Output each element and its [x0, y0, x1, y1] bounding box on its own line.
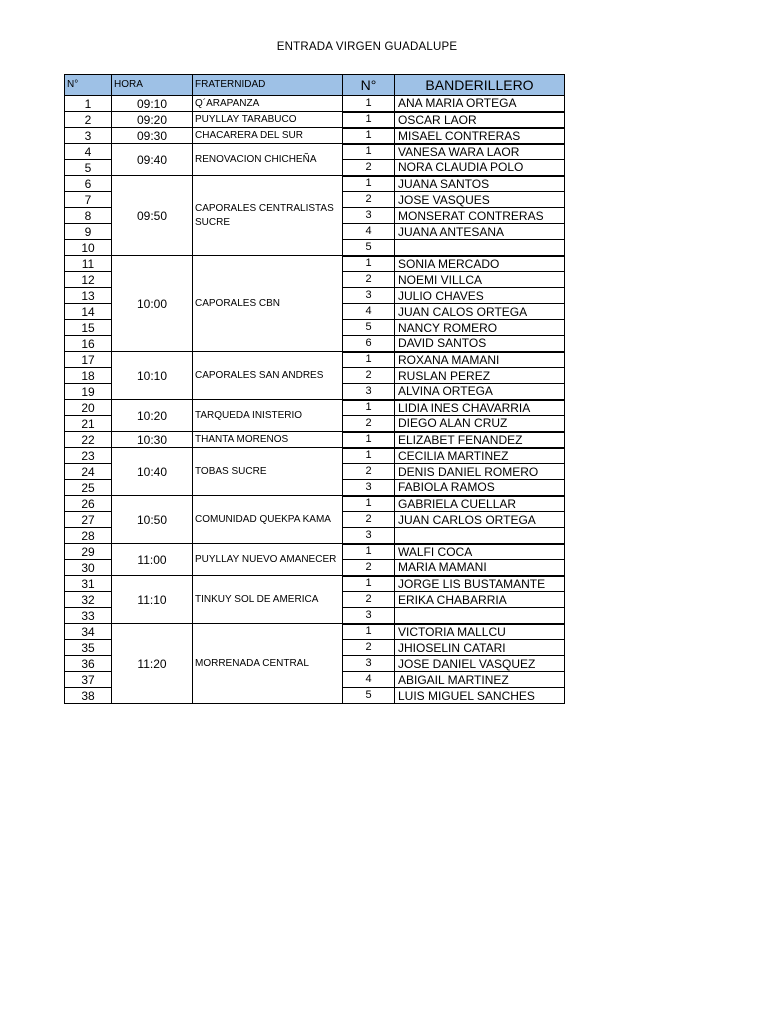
row-number: 28	[65, 528, 112, 544]
row-number: 33	[65, 608, 112, 624]
table-body	[65, 96, 565, 704]
banderillero-name: MISAEL CONTRERAS	[395, 128, 565, 144]
banderillero-name: JUAN CARLOS ORTEGA	[395, 512, 565, 528]
banderillero-name: VICTORIA MALLCU	[395, 624, 565, 640]
banderillero-name: RUSLAN PEREZ	[395, 368, 565, 384]
row-number: 14	[65, 304, 112, 320]
banderillero-number: 1	[343, 400, 395, 416]
banderillero-number: 3	[343, 288, 395, 304]
banderillero-name: ERIKA CHABARRIA	[395, 592, 565, 608]
row-number: 30	[65, 560, 112, 576]
row-number: 12	[65, 272, 112, 288]
row-number: 38	[65, 688, 112, 704]
banderillero-number: 2	[343, 560, 395, 576]
banderillero-name: JORGE LIS BUSTAMANTE	[395, 576, 565, 592]
table-row	[65, 176, 565, 192]
banderillero-number: 1	[343, 144, 395, 160]
table-row	[65, 624, 565, 640]
row-number: 19	[65, 384, 112, 400]
banderillero-number: 2	[343, 416, 395, 432]
fraternidad-cell: PUYLLAY NUEVO AMANECER	[193, 544, 343, 576]
banderillero-name: DIEGO ALAN CRUZ	[395, 416, 565, 432]
row-number: 15	[65, 320, 112, 336]
row-number: 32	[65, 592, 112, 608]
row-number: 24	[65, 464, 112, 480]
table-row	[65, 144, 565, 160]
fraternidad-cell: THANTA MORENOS	[193, 432, 343, 448]
banderillero-number: 2	[343, 368, 395, 384]
banderillero-name: JUAN CALOS ORTEGA	[395, 304, 565, 320]
banderillero-number: 1	[343, 496, 395, 512]
schedule-table	[64, 74, 565, 704]
hora-cell: 11:20	[112, 624, 193, 704]
row-number: 9	[65, 224, 112, 240]
fraternidad-cell: TINKUY SOL DE AMERICA	[193, 576, 343, 624]
row-number: 26	[65, 496, 112, 512]
row-number: 29	[65, 544, 112, 560]
row-number: 36	[65, 656, 112, 672]
row-number: 1	[65, 96, 112, 112]
table-row	[65, 96, 565, 112]
banderillero-number: 2	[343, 592, 395, 608]
banderillero-number: 1	[343, 176, 395, 192]
row-number: 4	[65, 144, 112, 160]
table-row	[65, 432, 565, 448]
banderillero-name: VANESA WARA LAOR	[395, 144, 565, 160]
hora-cell: 09:50	[112, 176, 193, 256]
hora-cell: 10:30	[112, 432, 193, 448]
table-row	[65, 448, 565, 464]
banderillero-number: 1	[343, 448, 395, 464]
row-number: 11	[65, 256, 112, 272]
hora-cell: 10:50	[112, 496, 193, 544]
hora-cell: 10:40	[112, 448, 193, 496]
banderillero-number: 3	[343, 528, 395, 544]
banderillero-number: 2	[343, 272, 395, 288]
banderillero-number: 5	[343, 320, 395, 336]
banderillero-number: 1	[343, 544, 395, 560]
hora-cell: 09:10	[112, 96, 193, 112]
fraternidad-cell: MORRENADA CENTRAL	[193, 624, 343, 704]
banderillero-name: GABRIELA CUELLAR	[395, 496, 565, 512]
hora-cell: 09:40	[112, 144, 193, 176]
banderillero-number: 4	[343, 304, 395, 320]
hora-cell: 10:10	[112, 352, 193, 400]
banderillero-number: 1	[343, 128, 395, 144]
row-number: 8	[65, 208, 112, 224]
banderillero-number: 1	[343, 352, 395, 368]
banderillero-name: FABIOLA RAMOS	[395, 480, 565, 496]
hora-cell: 10:20	[112, 400, 193, 432]
banderillero-number: 2	[343, 160, 395, 176]
row-number: 13	[65, 288, 112, 304]
banderillero-number: 2	[343, 192, 395, 208]
table-row	[65, 496, 565, 512]
row-number: 7	[65, 192, 112, 208]
row-number: 37	[65, 672, 112, 688]
header-hora: HORA	[112, 75, 193, 96]
banderillero-number: 3	[343, 608, 395, 624]
banderillero-number: 4	[343, 224, 395, 240]
banderillero-name: JUANA ANTESANA	[395, 224, 565, 240]
banderillero-name: CECILIA MARTINEZ	[395, 448, 565, 464]
row-number: 25	[65, 480, 112, 496]
banderillero-name: ALVINA ORTEGA	[395, 384, 565, 400]
row-number: 5	[65, 160, 112, 176]
hora-cell: 10:00	[112, 256, 193, 352]
banderillero-number: 3	[343, 384, 395, 400]
banderillero-number: 1	[343, 624, 395, 640]
banderillero-name: JULIO CHAVES	[395, 288, 565, 304]
row-number: 3	[65, 128, 112, 144]
header-no: N°	[65, 75, 112, 96]
header-fraternidad: FRATERNIDAD	[193, 75, 343, 96]
banderillero-number: 3	[343, 480, 395, 496]
banderillero-name: ROXANA MAMANI	[395, 352, 565, 368]
banderillero-number: 1	[343, 112, 395, 128]
fraternidad-cell: PUYLLAY TARABUCO	[193, 112, 343, 128]
banderillero-number: 1	[343, 432, 395, 448]
hora-cell: 11:00	[112, 544, 193, 576]
banderillero-name: SONIA MERCADO	[395, 256, 565, 272]
table-row	[65, 576, 565, 592]
banderillero-name: NORA CLAUDIA POLO	[395, 160, 565, 176]
banderillero-number: 2	[343, 512, 395, 528]
table-header-row	[65, 75, 565, 96]
banderillero-number: 3	[343, 656, 395, 672]
row-number: 27	[65, 512, 112, 528]
row-number: 17	[65, 352, 112, 368]
fraternidad-cell: RENOVACION CHICHEÑA	[193, 144, 343, 176]
row-number: 16	[65, 336, 112, 352]
banderillero-name: NOEMI VILLCA	[395, 272, 565, 288]
banderillero-number: 6	[343, 336, 395, 352]
banderillero-number: 4	[343, 672, 395, 688]
row-number: 22	[65, 432, 112, 448]
banderillero-number: 2	[343, 640, 395, 656]
row-number: 2	[65, 112, 112, 128]
table-row	[65, 352, 565, 368]
banderillero-name: JOSE VASQUES	[395, 192, 565, 208]
banderillero-name: JUANA SANTOS	[395, 176, 565, 192]
banderillero-name: JOSE DANIEL VASQUEZ	[395, 656, 565, 672]
banderillero-name: DAVID SANTOS	[395, 336, 565, 352]
fraternidad-cell: Q´ARAPANZA	[193, 96, 343, 112]
banderillero-name: MARIA MAMANI	[395, 560, 565, 576]
document-title: ENTRADA VIRGEN GUADALUPE	[276, 41, 458, 53]
banderillero-name: LUIS MIGUEL SANCHES	[395, 688, 565, 704]
banderillero-number: 1	[343, 256, 395, 272]
banderillero-number: 1	[343, 96, 395, 112]
hora-cell: 09:20	[112, 112, 193, 128]
banderillero-name: ELIZABET FENANDEZ	[395, 432, 565, 448]
banderillero-name	[395, 528, 565, 544]
table-row	[65, 128, 565, 144]
banderillero-name: JHIOSELIN CATARI	[395, 640, 565, 656]
banderillero-name: ABIGAIL MARTINEZ	[395, 672, 565, 688]
banderillero-name: OSCAR LAOR	[395, 112, 565, 128]
banderillero-number: 5	[343, 240, 395, 256]
banderillero-name: ANA MARIA ORTEGA	[395, 96, 565, 112]
banderillero-number: 5	[343, 688, 395, 704]
banderillero-name: NANCY ROMERO	[395, 320, 565, 336]
row-number: 31	[65, 576, 112, 592]
table-row	[65, 544, 565, 560]
hora-cell: 09:30	[112, 128, 193, 144]
row-number: 35	[65, 640, 112, 656]
fraternidad-cell: CHACARERA DEL SUR	[193, 128, 343, 144]
table-row	[65, 112, 565, 128]
hora-cell: 11:10	[112, 576, 193, 624]
table-row	[65, 256, 565, 272]
fraternidad-cell: TOBAS SUCRE	[193, 448, 343, 496]
row-number: 6	[65, 176, 112, 192]
banderillero-name	[395, 240, 565, 256]
banderillero-number: 3	[343, 208, 395, 224]
row-number: 21	[65, 416, 112, 432]
row-number: 20	[65, 400, 112, 416]
row-number: 23	[65, 448, 112, 464]
banderillero-name: DENIS DANIEL ROMERO	[395, 464, 565, 480]
fraternidad-cell: CAPORALES CBN	[193, 256, 343, 352]
fraternidad-cell: TARQUEDA INISTERIO	[193, 400, 343, 432]
row-number: 10	[65, 240, 112, 256]
header-banderillero: BANDERILLERO	[395, 75, 565, 96]
banderillero-name: WALFI COCA	[395, 544, 565, 560]
table-row	[65, 400, 565, 416]
header-n: N°	[343, 75, 395, 96]
fraternidad-cell: COMUNIDAD QUEKPA KAMA	[193, 496, 343, 544]
row-number: 18	[65, 368, 112, 384]
banderillero-number: 2	[343, 464, 395, 480]
banderillero-name	[395, 608, 565, 624]
fraternidad-cell: CAPORALES SAN ANDRES	[193, 352, 343, 400]
row-number: 34	[65, 624, 112, 640]
banderillero-number: 1	[343, 576, 395, 592]
fraternidad-cell: CAPORALES CENTRALISTAS SUCRE	[193, 176, 343, 256]
banderillero-name: LIDIA INES CHAVARRIA	[395, 400, 565, 416]
banderillero-name: MONSERAT CONTRERAS	[395, 208, 565, 224]
